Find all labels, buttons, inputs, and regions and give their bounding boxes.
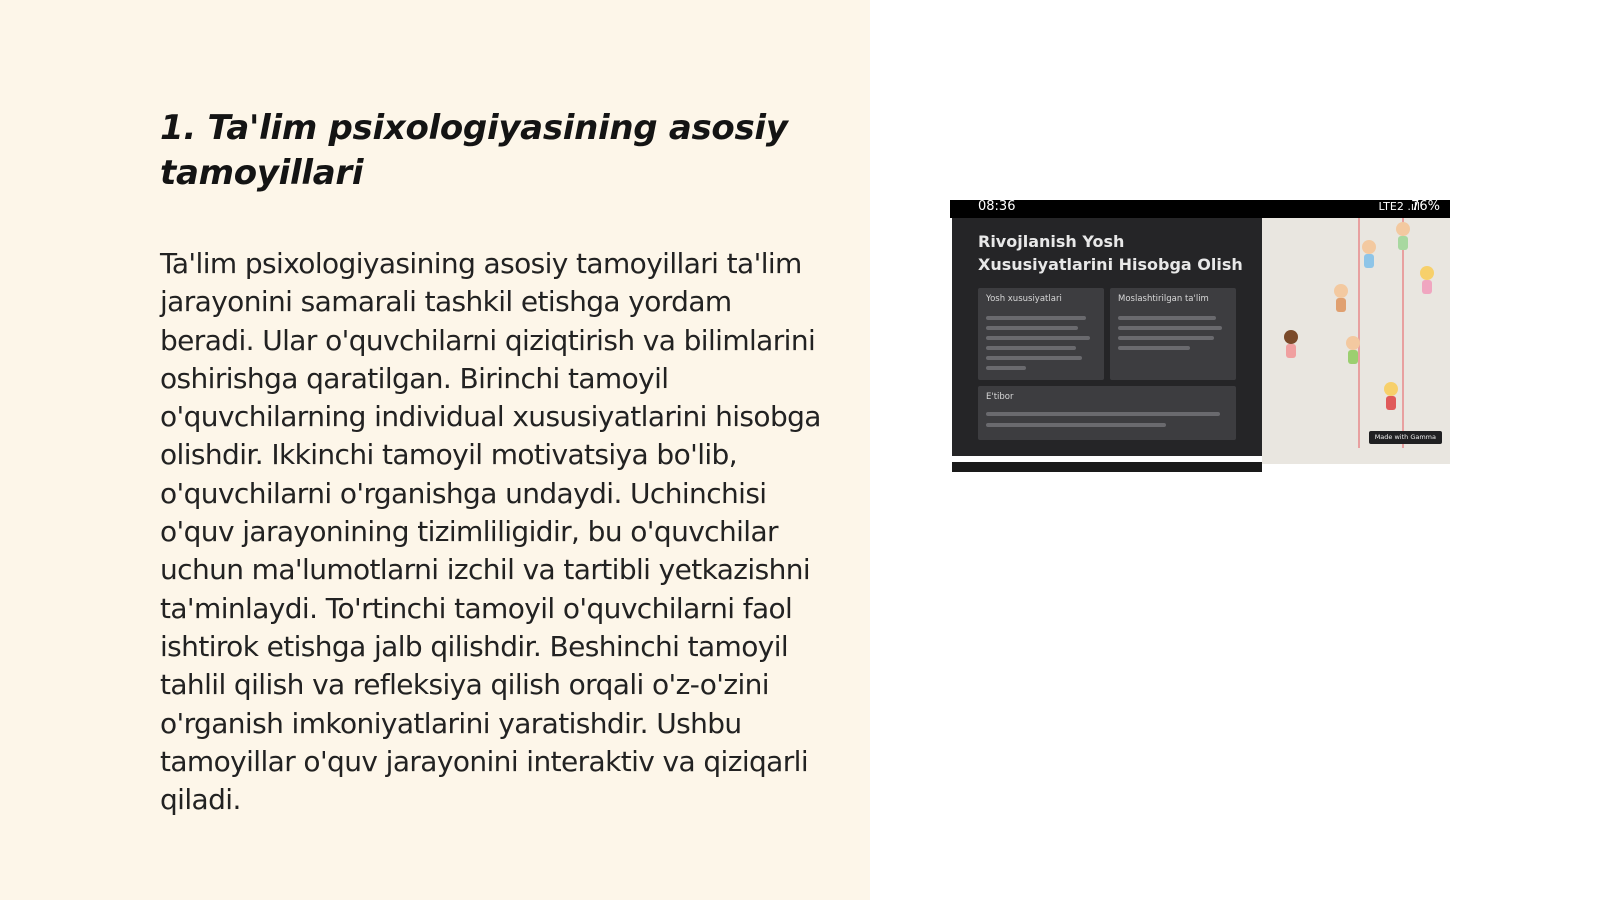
status-time: 08:36	[978, 200, 1016, 214]
blurred-text-line	[986, 356, 1082, 360]
blurred-text-line	[1118, 326, 1222, 330]
card-title: Moslashtirilgan ta'lim	[1118, 294, 1209, 304]
screenshot-bottom-bar	[952, 462, 1262, 472]
card-adapted-education	[1110, 288, 1236, 380]
illustration-panel	[1262, 218, 1450, 464]
rope-line	[1402, 218, 1404, 448]
blurred-text-line	[986, 336, 1090, 340]
blurred-text-line	[986, 366, 1026, 370]
blurred-text-line	[986, 316, 1086, 320]
slide-body-text: Ta'lim psixologiyasining asosiy tamoyillari ta'lim jarayonini samarali tashkil etishga yordam beradi. Ular o'quvchilarni qiziqtirish va bilimlarini oshirishga qaratilgan. Birinchi tamoyil o'quvchilarning individual xususiyatlarini hisobga olishdir. Ikkinchi tamoyil motivatsiya bo'lib, o'quvchilarni o'rganishga undaydi. Uchinchisi o'quv jarayonining tizimliligidir, bu o'quvchilar uchun ma'lumotlarni izchil va tartibli yetkazishni ta'minlaydi. To'rtinchi tamoyil o'quvchilarni faol ishtirok etishga jalb qilishdir. Beshinchi tamoyil tahlil qilish va refleksiya qilish orqali o'z-o'zini o'rganish imkoniyatlarini yaratishdir. Ushbu tamoyillar o'quv jarayonini interaktiv va qiziqarli qiladi.	[160, 247, 821, 817]
card-title: E'tibor	[986, 392, 1014, 402]
child-figure-icon	[1420, 266, 1434, 280]
embedded-screenshot	[950, 200, 1450, 473]
child-figure-icon	[1398, 236, 1408, 250]
blurred-text-line	[1118, 346, 1190, 350]
rope-line	[1358, 218, 1360, 448]
child-figure-icon	[1346, 336, 1360, 350]
child-figure-icon	[1386, 396, 1396, 410]
child-figure-icon	[1396, 222, 1410, 236]
card-age-features	[978, 288, 1104, 380]
child-figure-icon	[1362, 240, 1376, 254]
card-title: Yosh xususiyatlari	[986, 294, 1062, 304]
blurred-text-line	[986, 346, 1076, 350]
child-figure-icon	[1286, 344, 1296, 358]
screenshot-heading: Rivojlanish Yosh Xususiyatlarini Hisobga Olish	[978, 232, 1243, 274]
made-with-badge: Made with Gamma	[1369, 431, 1442, 444]
child-figure-icon	[1384, 382, 1398, 396]
battery-level: 76%	[1411, 200, 1440, 214]
child-figure-icon	[1336, 298, 1346, 312]
blurred-text-line	[986, 326, 1078, 330]
screenshot-dark-panel	[952, 218, 1262, 456]
child-figure-icon	[1284, 330, 1298, 344]
child-figure-icon	[1422, 280, 1432, 294]
signal-icon: LTE2 .ıll	[1378, 200, 1420, 213]
blurred-text-line	[1118, 336, 1214, 340]
slide-title: 1. Ta'lim psixologiyasining asosiy tamoyillari	[160, 108, 788, 193]
card-attention	[978, 386, 1236, 440]
blurred-text-line	[1118, 316, 1216, 320]
blurred-text-line	[986, 423, 1166, 427]
child-figure-icon	[1348, 350, 1358, 364]
child-figure-icon	[1364, 254, 1374, 268]
phone-status-bar	[950, 200, 1450, 218]
blurred-text-line	[986, 412, 1220, 416]
child-figure-icon	[1334, 284, 1348, 298]
